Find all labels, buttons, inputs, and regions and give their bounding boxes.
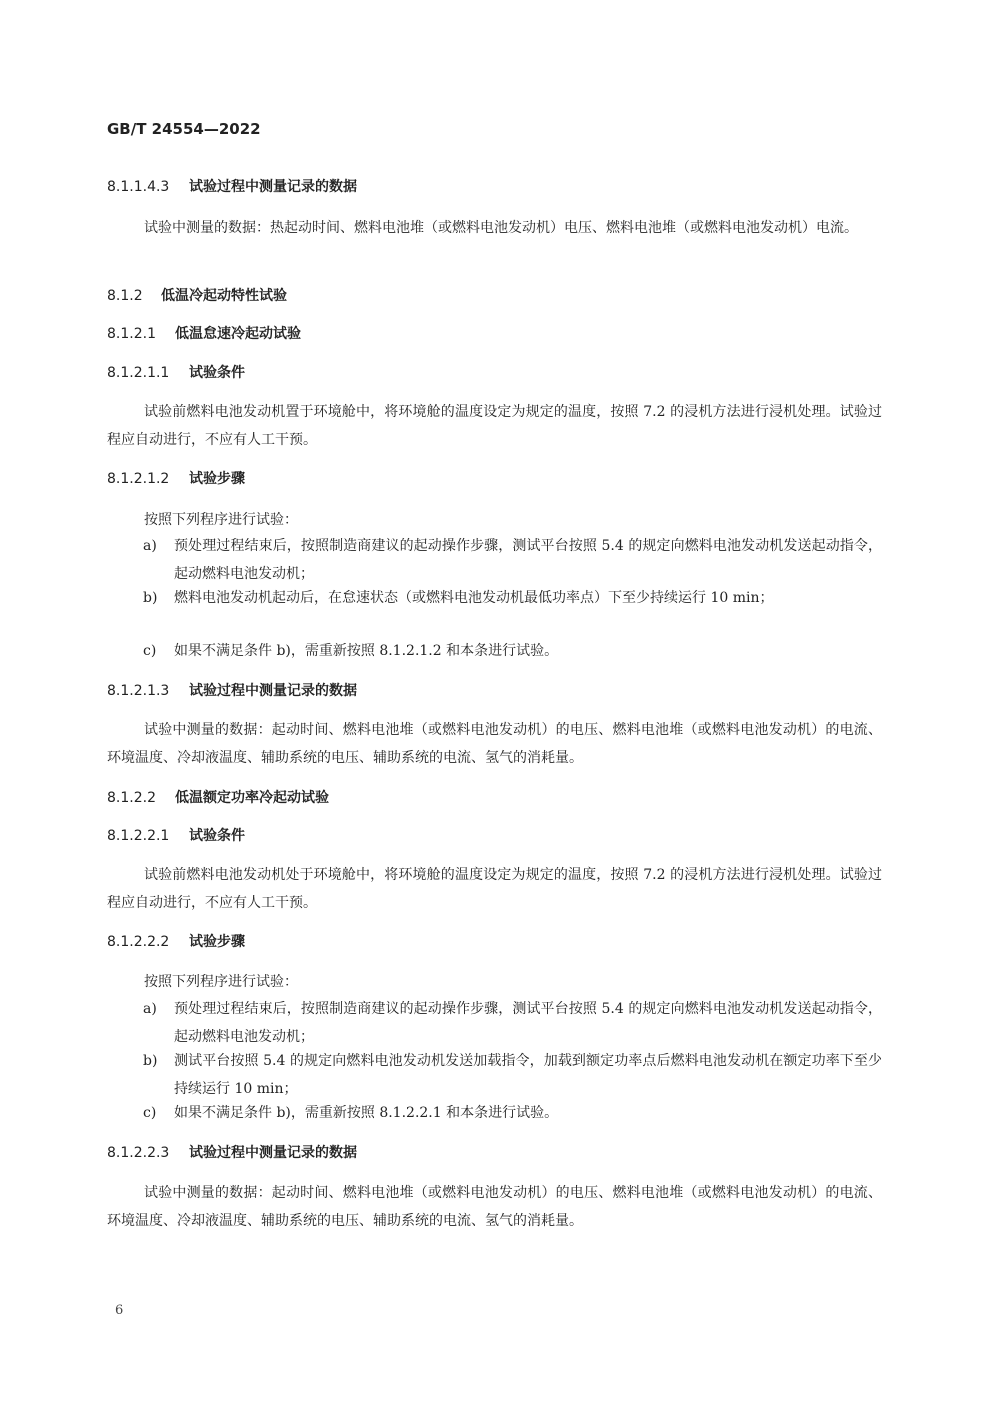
section-number: 8.1.2.1 <box>107 326 156 342</box>
list-item <box>143 995 882 1051</box>
list-item <box>143 1099 882 1127</box>
list-label: a) <box>143 538 157 554</box>
section-heading <box>107 681 357 701</box>
section-heading <box>107 932 245 952</box>
section-heading <box>107 826 245 846</box>
section-number: 8.1.2.2.2 <box>107 934 170 950</box>
section-number: 8.1.2.1.2 <box>107 471 170 487</box>
section-number: 8.1.2.2 <box>107 790 156 806</box>
section-number: 8.1.1.4.3 <box>107 179 170 195</box>
section-number: 8.1.2 <box>107 288 143 304</box>
list-text: 如果不满足条件 b)，需重新按照 8.1.2.2.1 和本条进行试验。 <box>174 1105 559 1121</box>
list-item <box>143 532 882 588</box>
section-title: 低温怠速冷起动试验 <box>175 326 301 342</box>
section-number: 8.1.2.2.3 <box>107 1145 170 1161</box>
list-label: a) <box>143 1001 157 1017</box>
section-heading <box>107 469 245 489</box>
paragraph: 按照下列程序进行试验： <box>144 974 298 990</box>
section-heading <box>107 1143 357 1163</box>
section-number: 8.1.2.1.3 <box>107 683 170 699</box>
list-label: b) <box>143 1053 158 1069</box>
section-number: 8.1.2.2.1 <box>107 828 170 844</box>
section-title: 试验过程中测量记录的数据 <box>189 179 357 195</box>
paragraph: 试验前燃料电池发动机置于环境舱中，将环境舱的温度设定为规定的温度，按照 7.2 的浸机方法进行浸机处理。试验过程应自动进行，不应有人工干预。 <box>107 404 882 448</box>
list-text: 燃料电池发动机起动后，在怠速状态（或燃料电池发动机最低功率点）下至少持续运行 10 min； <box>174 590 774 606</box>
list-label: b) <box>143 590 158 606</box>
paragraph: 按照下列程序进行试验： <box>144 512 298 528</box>
list-label: c) <box>143 643 157 659</box>
section-title: 低温冷起动特性试验 <box>161 288 287 304</box>
section-heading <box>107 324 301 344</box>
list-item <box>143 1047 882 1103</box>
section-heading <box>107 788 329 808</box>
section-number: 8.1.2.1.1 <box>107 365 170 381</box>
page-number: 6 <box>115 1303 124 1318</box>
section-title: 试验步骤 <box>189 934 245 950</box>
list-label: c) <box>143 1105 157 1121</box>
list-text: 预处理过程结束后，按照制造商建议的起动操作步骤，测试平台按照 5.4 的规定向燃料电池发动机发送起动指令，起动燃料电池发动机； <box>174 538 882 582</box>
paragraph: 试验中测量的数据：起动时间、燃料电池堆（或燃料电池发动机）的电压、燃料电池堆（或燃料电池发动机）的电流、环境温度、冷却液温度、辅助系统的电压、辅助系统的电流、氢气的消耗量。 <box>107 1185 882 1229</box>
list-text: 如果不满足条件 b)，需重新按照 8.1.2.1.2 和本条进行试验。 <box>174 643 559 659</box>
section-heading <box>107 177 357 197</box>
section-title: 试验条件 <box>189 365 245 381</box>
section-title: 低温额定功率冷起动试验 <box>175 790 329 806</box>
section-heading <box>107 363 245 383</box>
section-title: 试验过程中测量记录的数据 <box>189 1145 357 1161</box>
list-item <box>143 637 882 665</box>
list-item <box>143 584 882 612</box>
section-title: 试验步骤 <box>189 471 245 487</box>
standard-code: GB/T 24554—2022 <box>107 120 261 138</box>
list-text: 测试平台按照 5.4 的规定向燃料电池发动机发送加载指令，加载到额定功率点后燃料电池发动机在额定功率下至少持续运行 10 min； <box>174 1053 882 1097</box>
section-title: 试验条件 <box>189 828 245 844</box>
paragraph: 试验中测量的数据：热起动时间、燃料电池堆（或燃料电池发动机）电压、燃料电池堆（或燃料电池发动机）电流。 <box>144 220 858 236</box>
paragraph: 试验前燃料电池发动机处于环境舱中，将环境舱的温度设定为规定的温度，按照 7.2 的浸机方法进行浸机处理。试验过程应自动进行，不应有人工干预。 <box>107 867 882 911</box>
section-title: 试验过程中测量记录的数据 <box>189 683 357 699</box>
section-heading <box>107 286 287 306</box>
paragraph: 试验中测量的数据：起动时间、燃料电池堆（或燃料电池发动机）的电压、燃料电池堆（或燃料电池发动机）的电流、环境温度、冷却液温度、辅助系统的电压、辅助系统的电流、氢气的消耗量。 <box>107 722 882 766</box>
list-text: 预处理过程结束后，按照制造商建议的起动操作步骤，测试平台按照 5.4 的规定向燃料电池发动机发送起动指令，起动燃料电池发动机； <box>174 1001 882 1045</box>
